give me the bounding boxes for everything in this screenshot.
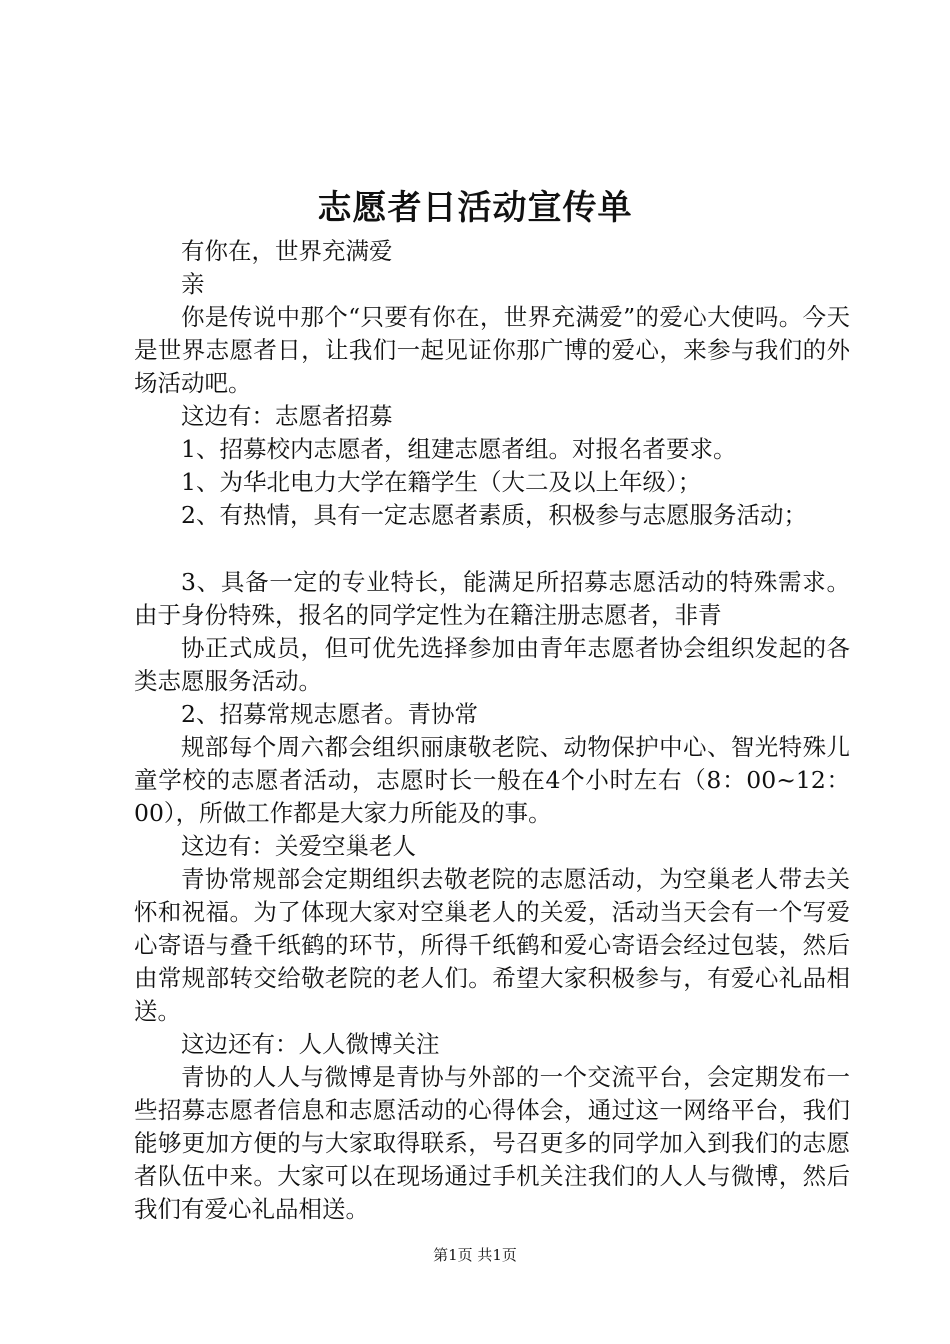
paragraph-intro: 你是传说中那个“只要有你在，世界充满爱”的爱心大使吗。今天是世界志愿者日，让我们一起见证你那广博的爱心，来参与我们的外场活动吧。 [134,303,850,397]
paragraph-recruit-regular: 2、招募常规志愿者。青协常 [181,700,478,728]
document-body [134,235,850,1226]
paragraph-social: 青协的人人与微博是青协与外部的一个交流平台，会定期发布一些招募志愿者信息和志愿活动的心得体会，通过这一网络平台，我们能够更加方便的与大家取得联系，号召更多的同学加入到我们的志愿者队伍中来。大家可以在现场通过手机关注我们的人人与微博，然后我们有爱心礼品相送。 [134,1063,850,1223]
section-heading-social: 这边还有：人人微博关注 [181,1030,440,1058]
paragraph-member-note: 协正式成员，但可优先选择参加由青年志愿者协会组织发起的各类志愿服务活动。 [134,634,850,695]
paragraph-recruit-campus: 1、招募校内志愿者，组建志愿者组。对报名者要求。 [181,435,737,463]
blank-line [134,532,850,566]
requirement-item-2: 2、有热情，具有一定志愿者素质，积极参与志愿服务活动； [181,501,807,529]
page-footer: 第1页 共1页 [433,1246,517,1264]
section-heading-recruit: 这边有：志愿者招募 [181,402,393,430]
requirement-item-1: 1、为华北电力大学在籍学生（大二及以上年级）； [181,468,702,496]
requirement-item-3: 3、具备一定的专业特长，能满足所招募志愿活动的特殊需求。由于身份特殊，报名的同学定性为在籍注册志愿者，非青 [134,568,850,629]
paragraph-slogan: 有你在，世界充满爱 [181,237,393,265]
paragraph-regular-activities: 规部每个周六都会组织丽康敬老院、动物保护中心、智光特殊儿童学校的志愿者活动，志愿时长一般在4个小时左右（8：00~12：00），所做工作都是大家力所能及的事。 [134,733,850,827]
paragraph-greeting: 亲 [181,270,205,298]
paragraph-elderly: 青协常规部会定期组织去敬老院的志愿活动，为空巢老人带去关怀和祝福。为了体现大家对空巢老人的关爱，活动当天会有一个写爱心寄语与叠千纸鹤的环节，所得千纸鹤和爱心寄语会经过包装，然后由常规部转交给敬老院的老人们。希望大家积极参与，有爱心礼品相送。 [134,865,850,1025]
document-title: 志愿者日活动宣传单 [317,188,633,228]
section-heading-elderly: 这边有：关爱空巢老人 [181,832,416,860]
